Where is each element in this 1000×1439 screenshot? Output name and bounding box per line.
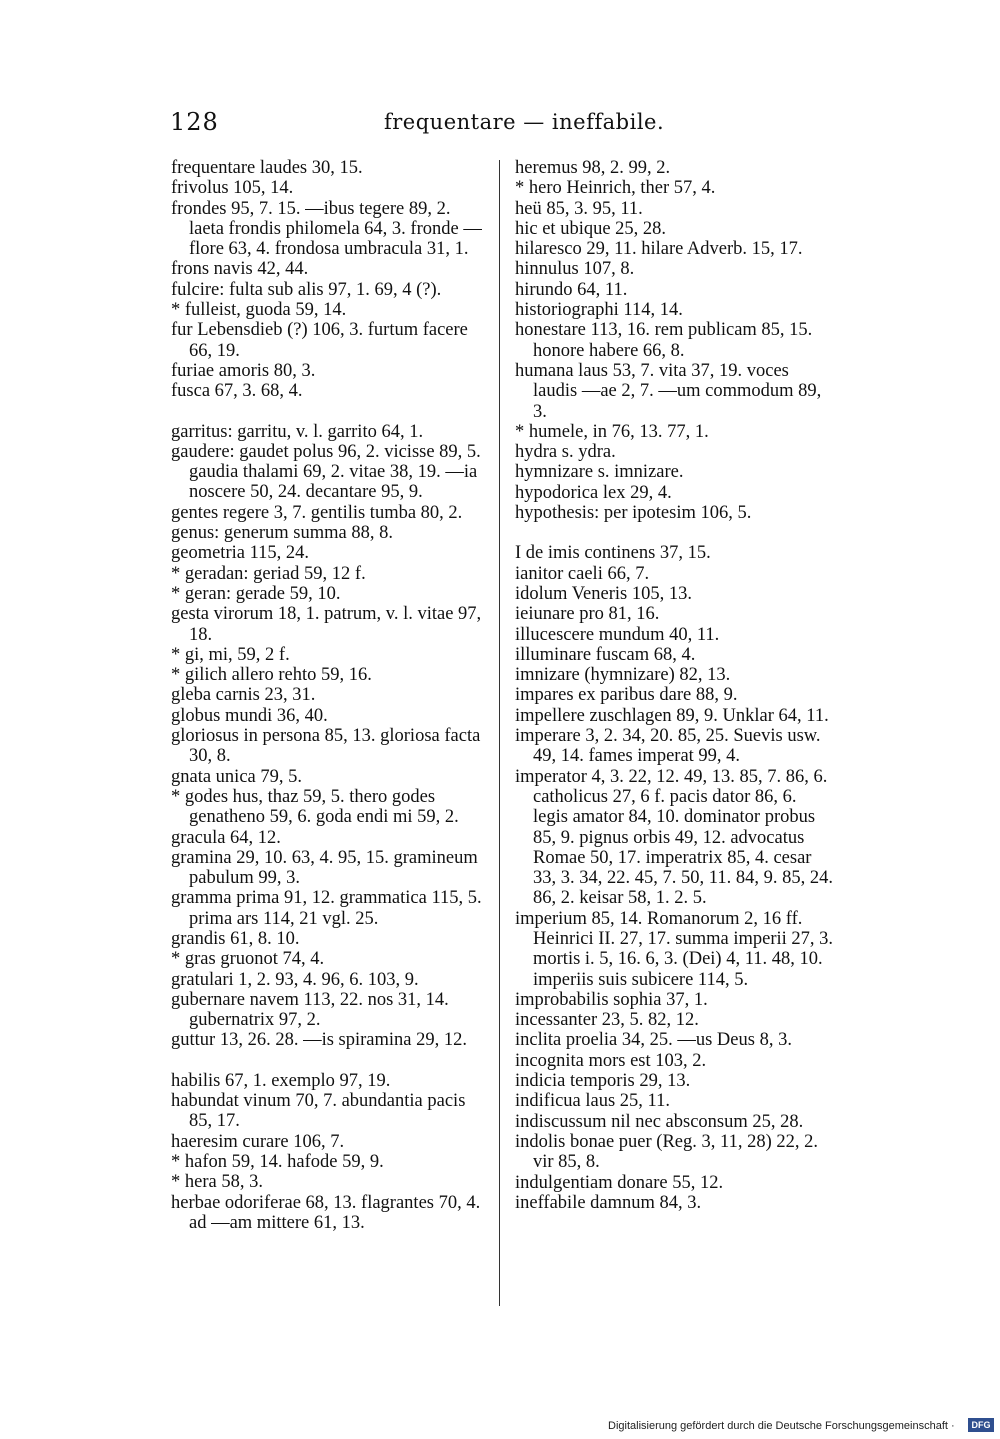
index-entry: * fulleist, guoda 59, 14.: [171, 300, 347, 321]
index-entry: * hera 58, 3.: [171, 1172, 263, 1193]
index-entry: hirundo 64, 11.: [515, 279, 628, 300]
index-entry: I de imis continens 37, 15.: [515, 543, 711, 564]
index-entry: heremus 98, 2. 99, 2.: [515, 158, 671, 178]
index-entry: garritus: garritu, v. l. garrito 64, 1.: [171, 421, 424, 442]
index-entry: hic et ubique 25, 28.: [515, 218, 667, 239]
index-entry: * godes hus, thaz 59, 5. thero godes genatheno 59, 6. goda endi mi 59, 2.: [171, 786, 459, 828]
index-entry: hinnulus 107, 8.: [515, 259, 635, 280]
index-entry: gentes regere 3, 7. gentilis tumba 80, 2.: [171, 502, 463, 523]
dfg-logo: DFG: [968, 1418, 994, 1432]
index-entry: imperator 4, 3. 22, 12. 49, 13. 85, 7. 86, 6. catholicus 27, 6 f. pacis dator 86, 6. legis amator 84, 10. dominator probus 85, 9. pignus orbis 49, 12. advocatus Romae 50, 17. imperatrix 85, 4. cesar 33, 3. 34, 22. 45, 7. 50, 11. 84, 9. 85, 24. 86, 2. keisar 58, 1. 2. 5.: [515, 766, 838, 909]
index-entry: gramina 29, 10. 63, 4. 95, 15. gramineum pabulum 99, 3.: [171, 847, 483, 889]
index-entry: incognita mors est 103, 2.: [515, 1050, 707, 1071]
index-entry: incessanter 23, 5. 82, 12.: [515, 1010, 699, 1031]
index-entry: illucescere mundum 40, 11.: [515, 624, 720, 645]
index-entry: ineffabile damnum 84, 3.: [515, 1192, 702, 1213]
index-entry: honestare 113, 16. rem publicam 85, 15. honore habere 66, 8.: [515, 320, 817, 361]
index-entry: indicia temporis 29, 13.: [515, 1071, 691, 1092]
index-entry: impellere zuschlagen 89, 9. Unklar 64, 11.: [515, 705, 829, 726]
index-entry: inclita proelia 34, 25. —us Deus 8, 3.: [515, 1030, 792, 1051]
index-entry: * geran: gerade 59, 10.: [171, 583, 341, 604]
section-gap: [171, 402, 486, 422]
index-entry: gramma prima 91, 12. grammatica 115, 5. prima ars 114, 21 vgl. 25.: [171, 888, 487, 929]
index-entry: * hero Heinrich, ther 57, 4.: [515, 178, 716, 199]
index-entry: hymnizare s. imnizare.: [515, 462, 684, 483]
index-entry: gaudere: gaudet polus 96, 2. vicisse 89, 5. gaudia thalami 69, 2. vitae 38, 19. —ia noscere 50, 24. decantare 95, 9.: [171, 441, 486, 503]
section-gap: [515, 523, 835, 543]
index-entry: gracula 64, 12.: [171, 827, 281, 848]
index-entry: illuminare fuscam 68, 4.: [515, 644, 696, 665]
index-entry: humana laus 53, 7. vita 37, 19. voces laudis —ae 2, 7. —um commodum 89, 3.: [515, 360, 826, 422]
index-entry: * geradan: geriad 59, 12 f.: [171, 563, 366, 584]
index-entry: * gras gruonot 74, 4.: [171, 949, 325, 970]
index-entry: gnata unica 79, 5.: [171, 766, 302, 787]
index-entry: hypothesis: per ipotesim 106, 5.: [515, 503, 752, 524]
index-entry: gloriosus in persona 85, 13. gloriosa facta 30, 8.: [171, 726, 485, 767]
index-entry: geometria 115, 24.: [171, 543, 310, 564]
index-entry: habilis 67, 1. exemplo 97, 19.: [171, 1070, 391, 1091]
index-entry: indiscussum nil nec absconsum 25, 28.: [515, 1111, 804, 1132]
index-entry: imnizare (hymnizare) 82, 13.: [515, 665, 731, 686]
section-gap: [171, 1051, 486, 1071]
index-entry: ianitor caeli 66, 7.: [515, 563, 650, 584]
index-entry: indulgentiam donare 55, 12.: [515, 1172, 724, 1193]
index-entry: gesta virorum 18, 1. patrum, v. l. vitae 97, 18.: [171, 604, 486, 645]
index-entry: herbae odoriferae 68, 13. flagrantes 70, 4. ad —am mittere 61, 13.: [171, 1192, 485, 1233]
index-entry: frequentare laudes 30, 15.: [171, 158, 363, 178]
index-entry: furiae amoris 80, 3.: [171, 360, 316, 381]
index-entry: fusca 67, 3. 68, 4.: [171, 381, 303, 402]
footer-credit: Digitalisierung gefördert durch die Deutsche Forschungsgemeinschaft ·: [608, 1420, 955, 1432]
index-entry: heü 85, 3. 95, 11.: [515, 198, 643, 219]
index-entry: guttur 13, 26. 28. —is spiramina 29, 12.: [171, 1030, 467, 1051]
index-entry: frondes 95, 7. 15. —ibus tegere 89, 2. laeta frondis philomela 64, 3. fronde — flore 63, 4. frondosa umbracula 31, 1.: [171, 198, 487, 260]
index-entry: fulcire: fulta sub alis 97, 1. 69, 4 (?).: [171, 279, 442, 300]
left-column: [171, 158, 486, 1233]
index-entry: gratulari 1, 2. 93, 4. 96, 6. 103, 9.: [171, 969, 419, 990]
index-entry: impares ex paribus dare 88, 9.: [515, 685, 738, 706]
right-column: [515, 158, 838, 1213]
index-entry: globus mundi 36, 40.: [171, 705, 328, 726]
index-entry: * hafon 59, 14. hafode 59, 9.: [171, 1151, 384, 1172]
index-entry: * gilich allero rehto 59, 16.: [171, 665, 372, 686]
index-entry: haeresim curare 106, 7.: [171, 1131, 345, 1152]
index-entry: * humele, in 76, 13. 77, 1.: [515, 421, 709, 442]
running-head: frequentare — ineffabile.: [384, 110, 665, 134]
index-entry: genus: generum summa 88, 8.: [171, 523, 393, 544]
index-entry: imperare 3, 2. 34, 20. 85, 25. Suevis usw. 49, 14. fames imperat 99, 4.: [515, 726, 826, 767]
index-entry: frons navis 42, 44.: [171, 259, 309, 280]
index-entry: indolis bonae puer (Reg. 3, 11, 28) 22, 2. vir 85, 8.: [515, 1131, 823, 1173]
index-entry: frivolus 105, 14.: [171, 178, 294, 199]
index-entry: habundat vinum 70, 7. abundantia pacis 85, 17.: [171, 1091, 471, 1132]
index-entry: * gi, mi, 59, 2 f.: [171, 644, 290, 665]
index-entry: improbabilis sophia 37, 1.: [515, 989, 708, 1010]
index-entry: gleba carnis 23, 31.: [171, 685, 316, 706]
index-entry: gubernare navem 113, 22. nos 31, 14. gubernatrix 97, 2.: [171, 989, 454, 1031]
page-number: 128: [170, 108, 219, 136]
index-entry: ieiunare pro 81, 16.: [515, 604, 660, 625]
index-entry: historiographi 114, 14.: [515, 300, 683, 321]
index-entry: grandis 61, 8. 10.: [171, 928, 300, 949]
index-entry: indificua laus 25, 11.: [515, 1091, 670, 1112]
index-entry: idolum Veneris 105, 13.: [515, 583, 692, 604]
index-entry: fur Lebensdieb (?) 106, 3. furtum facere 66, 19.: [171, 320, 473, 361]
column-rule: [499, 160, 500, 1306]
index-entry: hilaresco 29, 11. hilare Adverb. 15, 17.: [515, 239, 803, 260]
index-entry: hypodorica lex 29, 4.: [515, 482, 672, 503]
index-entry: imperium 85, 14. Romanorum 2, 16 ff. Heinrici II. 27, 17. summa imperii 27, 3. mortis i. 5, 16. 6, 3. (Dei) 4, 11. 48, 10. imperiis suis subicere 114, 5.: [515, 908, 838, 990]
index-entry: hydra s. ydra.: [515, 442, 616, 463]
